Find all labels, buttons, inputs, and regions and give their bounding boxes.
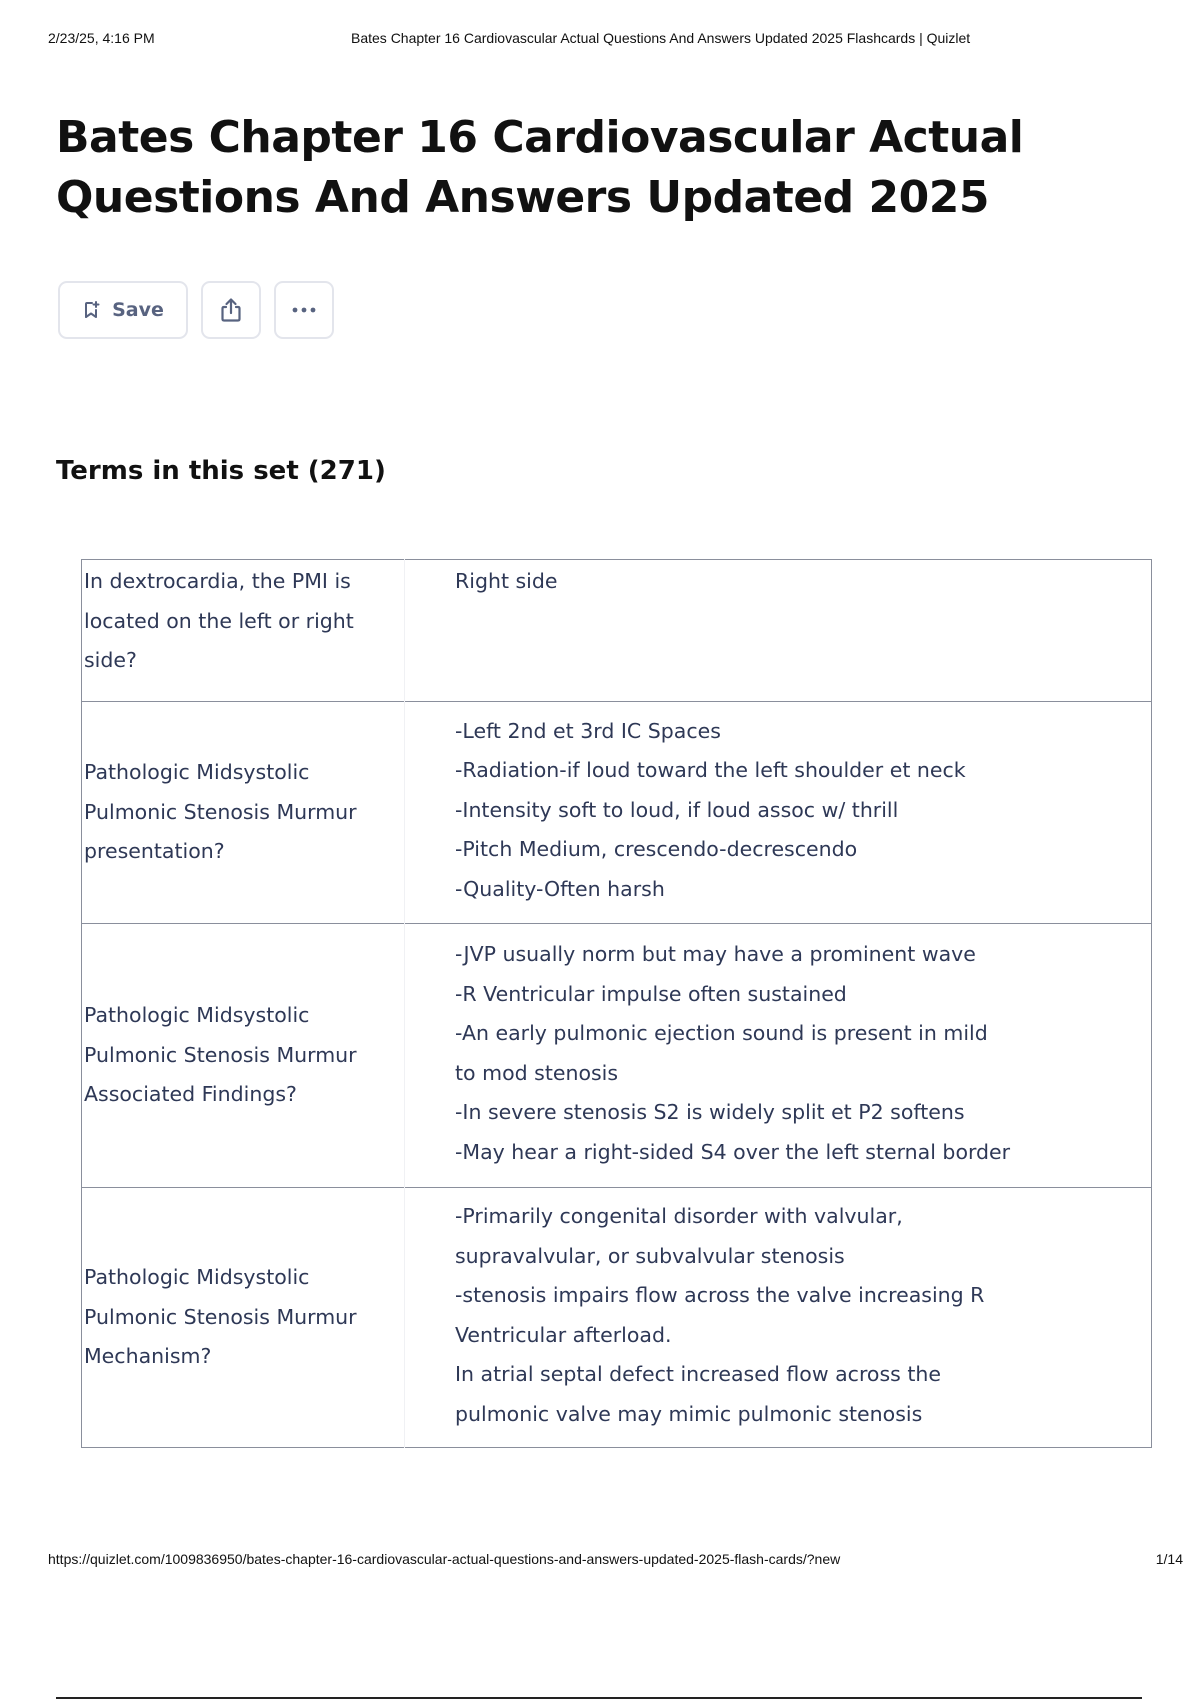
- print-date: 2/23/25, 4:16 PM: [48, 30, 155, 46]
- print-page-title: Bates Chapter 16 Cardiovascular Actual Questions And Answers Updated 2025 Flashcards | Quizlet: [351, 30, 971, 46]
- page-title: Bates Chapter 16 Cardiovascular Actual Questions And Answers Updated 2025: [56, 112, 1024, 223]
- term-card-row: [82, 702, 1152, 924]
- page-divider: [56, 1697, 1142, 1699]
- bookmark-plus-icon: [82, 300, 102, 320]
- print-header: [48, 30, 1168, 50]
- share-icon: [217, 296, 245, 324]
- definition-text: -JVP usually norm but may have a prominent wave -R Ventricular impulse often sustained -An early pulmonic ejection sound is present in mild to mod stenosis -In severe stenosis S2 is widely split et P2 softens -May hear a right-sided S4 over the left sternal border: [455, 942, 1011, 1164]
- term-text: Pathologic Midsystolic Pulmonic Stenosis Murmur Mechanism?: [84, 1265, 357, 1369]
- page-number: 1/14: [1155, 1551, 1183, 1567]
- term-text: Pathologic Midsystolic Pulmonic Stenosis Murmur presentation?: [84, 760, 357, 864]
- more-options-button[interactable]: [274, 281, 334, 339]
- definition-cell: [405, 924, 1152, 1188]
- term-cell: [82, 924, 405, 1188]
- definition-cell: [405, 560, 1152, 702]
- definition-text: -Primarily congenital disorder with valvular, supravalvular, or subvalvular stenosis -stenosis impairs flow across the valve increasing R Ventricular afterload. In atrial septal defect increased flow across the pulmonic valve may mimic pulmonic stenosis: [455, 1204, 985, 1426]
- term-card-row: [82, 924, 1152, 1188]
- save-button[interactable]: [58, 281, 188, 339]
- definition-cell: [405, 1188, 1152, 1448]
- definition-cell: [405, 702, 1152, 924]
- page-url: https://quizlet.com/1009836950/bates-chapter-16-cardiovascular-actual-questions-and-answers-updated-2025-flash-cards/?new: [48, 1551, 841, 1567]
- definition-text: -Left 2nd et 3rd IC Spaces -Radiation-if loud toward the left shoulder et neck -Intensity soft to loud, if loud assoc w/ thrill -Pitch Medium, crescendo-decrescendo -Quality-Often harsh: [455, 718, 966, 901]
- terms-heading: Terms in this set (271): [56, 456, 386, 486]
- term-card-row: [82, 1188, 1152, 1448]
- term-card-row: [82, 560, 1152, 702]
- term-text: Pathologic Midsystolic Pulmonic Stenosis Murmur Associated Findings?: [84, 1003, 357, 1107]
- share-button[interactable]: [201, 281, 261, 339]
- print-footer: [48, 1551, 1183, 1571]
- terms-table: [81, 559, 1152, 1448]
- more-horizontal-icon: [290, 306, 318, 314]
- save-button-label: Save: [112, 299, 164, 321]
- term-cell: [82, 702, 405, 924]
- definition-text: Right side: [455, 569, 558, 593]
- term-cell: [82, 1188, 405, 1448]
- term-text: In dextrocardia, the PMI is located on the left or right side?: [84, 569, 354, 672]
- term-cell: [82, 560, 405, 702]
